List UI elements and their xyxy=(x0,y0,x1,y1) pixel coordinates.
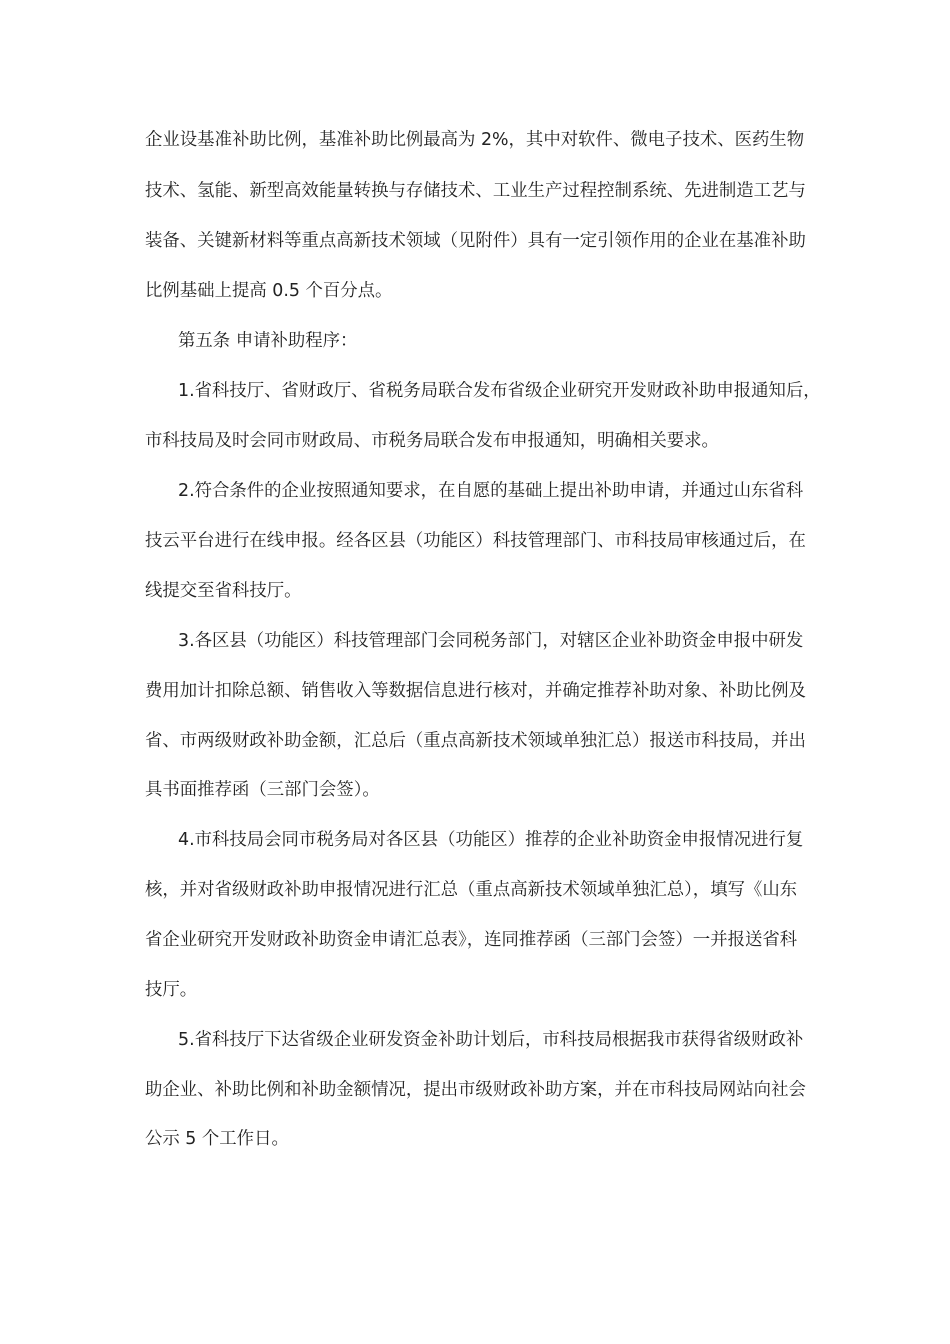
paragraph-first-line: 2.符合条件的企业按照通知要求，在自愿的基础上提出补助申请，并通过山东省科 xyxy=(178,481,804,501)
section-heading: 第五条 申请补助程序： xyxy=(178,331,358,351)
body-text-line: 企业设基准补助比例，基准补助比例最高为 2%，其中对软件、微电子技术、医药生物 xyxy=(145,130,805,150)
body-text-line: 线提交至省科技厅。 xyxy=(145,581,302,601)
body-text-line: 技术、氢能、新型高效能量转换与存储技术、工业生产过程控制系统、先进制造工艺与 xyxy=(145,181,806,201)
paragraph-first-line: 3.各区县（功能区）科技管理部门会同税务部门，对辖区企业补助资金申报中研发 xyxy=(178,631,804,651)
paragraph-first-line: 4.市科技局会同市税务局对各区县（功能区）推荐的企业补助资金申报情况进行复 xyxy=(178,830,804,850)
body-text-line: 省、市两级财政补助金额，汇总后（重点高新技术领域单独汇总）报送市科技局，并出 xyxy=(145,731,806,751)
body-text-line: 助企业、补助比例和补助金额情况，提出市级财政补助方案，并在市科技局网站向社会 xyxy=(145,1080,806,1100)
body-text-line: 技云平台进行在线申报。经各区县（功能区）科技管理部门、市科技局审核通过后，在 xyxy=(145,531,806,551)
body-text-line: 技厅。 xyxy=(145,980,198,1000)
body-text-line: 省企业研究开发财政补助资金申请汇总表》，连同推荐函（三部门会签）一并报送省科 xyxy=(145,930,798,950)
body-text-line: 市科技局及时会同市财政局、市税务局联合发布申报通知，明确相关要求。 xyxy=(145,431,719,451)
body-text-line: 核，并对省级财政补助申报情况进行汇总（重点高新技术领域单独汇总），填写《山东 xyxy=(145,880,798,900)
paragraph-first-line: 1.省科技厅、省财政厅、省税务局联合发布省级企业研究开发财政补助申报通知后， xyxy=(178,381,821,401)
body-text-line: 比例基础上提高 0.5 个百分点。 xyxy=(145,281,393,301)
paragraph-first-line: 5.省科技厅下达省级企业研发资金补助计划后，市科技局根据我市获得省级财政补 xyxy=(178,1030,804,1050)
body-text-line: 费用加计扣除总额、销售收入等数据信息进行核对，并确定推荐补助对象、补助比例及 xyxy=(145,681,806,701)
body-text-line: 具书面推荐函（三部门会签）。 xyxy=(145,780,380,800)
body-text-line: 公示 5 个工作日。 xyxy=(145,1129,289,1149)
body-text-line: 装备、关键新材料等重点高新技术领域（见附件）具有一定引领作用的企业在基准补助 xyxy=(145,231,806,251)
